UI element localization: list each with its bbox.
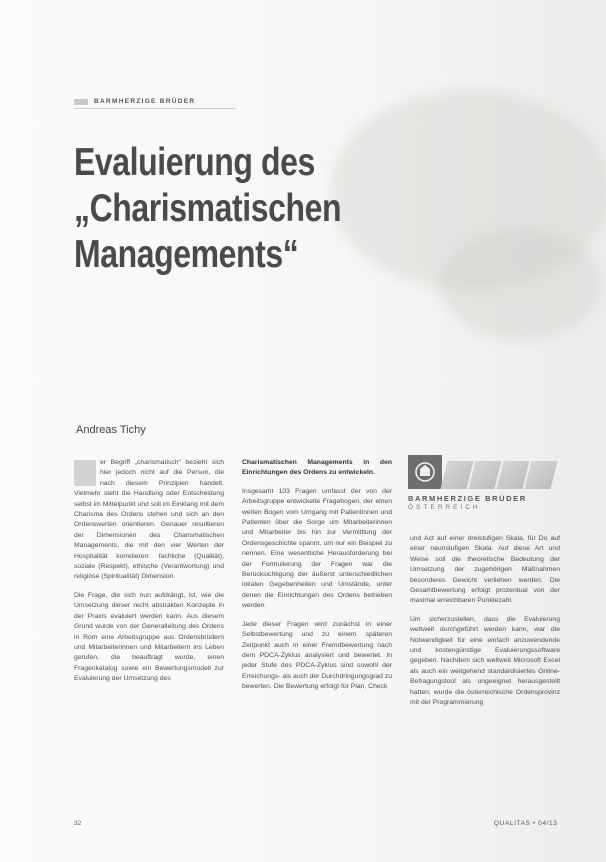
title-line: Managements“ (74, 233, 299, 276)
paragraph: Jede dieser Fragen wird zunächst in einer Selbstbewertung und zu einem späteren Zeitpunkt auch in einer Fremdbewertung nach dem PDCA-Zyklus analysiert und bewertet. In jeder Stufe des PDCA-Zyklus sind sowohl der Erreichungs- als auch der Durchdringungsgrad zu bewerten. Die Bewertung erfolgt für Plan, Check (242, 620, 392, 691)
brand-logo (408, 455, 568, 515)
text-column-2 (242, 458, 392, 701)
text-column-3 (410, 534, 560, 717)
page-number: 32 (74, 820, 82, 827)
paragraph-text: er Begriff „charismatisch“ bezieht sich hier jedoch nicht auf die Person, die nach diesem Prinzipien handelt. Vielmehr steht die Handlung oder Entscheidung selbst im Mittelpunkt und soll im Einklang mit dem Charisma des Ordens stehen und sich an den Ordenswerten orientieren. Genauer resultieren der Dimensionen des Charismatischen Managements, die mit den vier Werten der Hospitalität korrelieren: fachliche (Qualität), soziale (Respekt), ethische (Verantwortung) und religiöse (Spiritualität) Dimension. (74, 459, 224, 581)
paragraph (74, 458, 224, 583)
text-column-1 (74, 458, 224, 693)
drop-cap (74, 460, 96, 486)
header-divider (74, 108, 236, 109)
header-marker (74, 99, 88, 105)
title-line: „Charismatischen (74, 187, 342, 230)
paragraph: Charismatischen Managements in den Einrichtungen des Ordens zu entwickeln. (242, 459, 392, 477)
section-header (74, 98, 195, 105)
title-line: Evaluierung des (74, 141, 315, 184)
paragraph: Insgesamt 103 Fragen umfasst der von der Arbeitsgruppe entwickelte Fragebogen, der einen weiten Bogen vom Umgang mit Patientinnen und Patienten über die Sorge um Mitarbeiterinnen und Mitarbeiter bis hin zur Vermittlung der Ordensgeschichte spannt, um nur ein Beispiel zu nennen. Eine wesentliche Herausforderung bei der Formulierung der Fragen war die Berücksichtigung der äußerst unterschiedlichen lokalen Gegebenheiten und Umstände, unter denen die Einrichtungen des Ordens betrieben werden. (242, 487, 392, 610)
article-author: Andreas Tichy (76, 424, 146, 436)
article-title (74, 140, 345, 278)
paragraph: Um sicherzustellen, dass die Evaluierung weltweit durchgeführt werden kann, war die Notwendigkeit für eine einfach anzuwendende und kostengünstige Evaluierungssoftware gegeben. Nachdem sich weltweit Microsoft Excel als auch ein weitgehend standardisiertes Online-Befragungstool als ungeeignet herausgestellt hatten, wurde die österreichische Ordensprovinz mit der Programmierung (410, 615, 560, 707)
journal-issue: QUALITAS • 04/13 (494, 820, 558, 827)
section-label: BARMHERZIGE BRÜDER (94, 98, 196, 105)
paragraph: Die Frage, die sich nun aufdrängt, ist, wie die Umsetzung dieser recht abstrakten Konzepte in der Praxis evaluiert werden kann. Aus diesem Grund wurde von der Generalleitung des Ordens in Rom eine Arbeitsgruppe aus Ordensbrüdern und Mitarbeiterinnen und Mitarbeitern ins Leben gerufen, die beauftragt wurde, einen Fragenkatalog sowie ein Bewertungsmodell zur Evaluierung der Umsetzung des (74, 591, 224, 683)
background-map-shape (440, 230, 600, 340)
logo-name: BARMHERZIGE BRÜDER (408, 494, 527, 503)
paragraph: und Act auf einer dreistufigen Skala, für Do auf einer neunstufigen Skala. Auf diese Art und Weise soll die theoretische Bedeutung der Umsetzung der zugehörigen Maßnahmen besonderes Gewicht verliehen werden. Die Gesamtbewertung erfolgt prozentual von der maximal erreichbaren Punktezahl. (410, 535, 560, 605)
logo-stripe (525, 461, 558, 489)
logo-graphic (408, 455, 568, 489)
logo-subtitle: ÖSTERREICH (408, 504, 481, 511)
shield-icon (408, 455, 442, 489)
